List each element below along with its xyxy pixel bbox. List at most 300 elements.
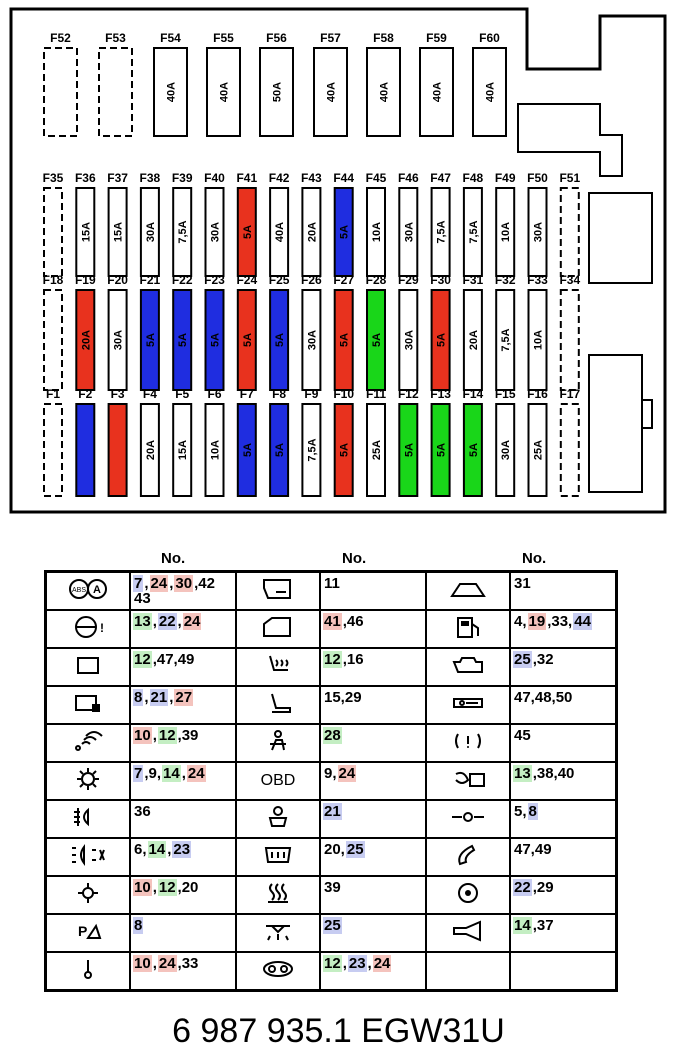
- fuse-label: F7: [239, 387, 254, 401]
- fuse-number-text: 39: [324, 879, 341, 896]
- fuse-numbers-cell: [130, 952, 236, 991]
- function-icon-cell: [46, 762, 131, 800]
- fuse-number-highlight: 25: [324, 917, 341, 934]
- fuse-label: F27: [333, 273, 355, 287]
- fuse-box-diagram: [0, 0, 677, 520]
- fuse-label: F1: [45, 387, 61, 401]
- fuse-f16: [527, 387, 548, 496]
- fuse-f28: [366, 273, 387, 390]
- fuse-f20: [107, 273, 128, 390]
- fuse-rating: 5A: [274, 332, 287, 348]
- fuse-number-text: ,46: [342, 613, 364, 630]
- infotainment-unit-icon: [68, 690, 108, 716]
- fuse-f44: [333, 171, 354, 276]
- fuse-number-highlight: 12: [158, 727, 176, 744]
- fuse-label: F53: [105, 31, 126, 45]
- fuse-rating: 40A: [218, 81, 231, 103]
- fuse-f8: [270, 387, 288, 496]
- function-icon-cell: [46, 800, 131, 838]
- fuse-number-highlight: 7: [134, 765, 143, 782]
- fuse-number-text: ,47,49: [152, 651, 195, 668]
- fuse-label: F14: [462, 387, 484, 401]
- table-row: [46, 610, 617, 648]
- fuse-number-highlight: 10: [134, 879, 151, 896]
- fuse-number-highlight: 25: [346, 841, 364, 858]
- function-icon-cell: [236, 838, 320, 876]
- fuse-label: F23: [204, 273, 225, 287]
- fuse-label: F17: [559, 387, 581, 401]
- check-engine-icon: [448, 652, 488, 678]
- fuse-number-highlight: 24: [150, 575, 168, 592]
- function-icon-cell: [426, 610, 510, 648]
- fuse-rating: 15A: [177, 439, 190, 461]
- fuse-rating: 40A: [165, 81, 178, 103]
- fuse-label: F36: [74, 171, 96, 185]
- fuse-numbers-cell: [320, 572, 426, 611]
- function-icon-cell: [236, 572, 320, 611]
- fuse-f56: [260, 31, 293, 136]
- fuse-number-text: 5,: [514, 803, 527, 820]
- function-icon-cell: [426, 572, 510, 611]
- svg-text:A: A: [93, 583, 101, 596]
- fuse-rating: 40A: [378, 81, 391, 103]
- fuse-label: F35: [42, 171, 64, 185]
- fuse-label: F43: [301, 171, 322, 185]
- fuse-f60: [473, 31, 506, 136]
- fuse-number-text: ,: [167, 841, 172, 858]
- fuse-numbers-cell: [510, 952, 617, 991]
- fuse-numbers-cell: [320, 610, 426, 648]
- fuse-rating: 5A: [467, 442, 480, 458]
- column-header-no: No.: [161, 550, 186, 567]
- key-fob-icon: [448, 690, 488, 716]
- table-row: [46, 838, 617, 876]
- fuse-label: F37: [107, 171, 128, 185]
- function-icon-cell: [46, 914, 131, 952]
- right-relay-tab: [642, 400, 652, 428]
- svg-text:P: P: [78, 922, 88, 939]
- fuse-f35: [43, 171, 64, 276]
- fuse-f42: [269, 171, 290, 276]
- fuse-label: F46: [397, 171, 419, 185]
- fuse-f21: [140, 273, 161, 390]
- fuse-f7: [238, 387, 256, 496]
- washer-wiper-icon: [448, 766, 488, 792]
- fuse-f54: [154, 31, 187, 136]
- fuse-numbers-cell: [320, 914, 426, 952]
- fuse-rating: 5A: [403, 442, 416, 458]
- fuse-number-text: 47,49: [514, 841, 552, 858]
- fuse-numbers-cell: [130, 876, 236, 914]
- fuse-label: F51: [559, 171, 581, 185]
- fuel-pump-icon: [448, 614, 488, 640]
- fuse-rating: 30A: [500, 439, 513, 461]
- table-header: [44, 546, 604, 570]
- fuse-label: F56: [266, 31, 287, 45]
- fuse-assignment-table: [44, 546, 604, 992]
- fuse-f14: [463, 387, 484, 496]
- fuse-rating: 5A: [241, 332, 254, 348]
- fuse-rating: 30A: [209, 221, 222, 243]
- fuse-f5: [173, 387, 191, 496]
- fuse-body: [561, 290, 579, 390]
- fuse-numbers-cell: [510, 572, 617, 611]
- fuse-label: F2: [78, 387, 93, 401]
- fuse-label: F42: [268, 171, 290, 185]
- horn-icon: [448, 918, 488, 944]
- fuse-f53: [99, 31, 132, 136]
- fuse-number-text: ,9,: [144, 765, 162, 782]
- fuse-rating: 15A: [112, 221, 125, 243]
- fuse-rating: 7,5A: [435, 220, 448, 244]
- fuse-f43: [301, 171, 322, 276]
- fuse-number-highlight: 22: [514, 879, 531, 896]
- fuse-f9: [302, 387, 320, 496]
- fuse-label: F18: [42, 273, 64, 287]
- fuse-f55: [207, 31, 240, 136]
- display-screen-icon: [68, 652, 108, 678]
- fuse-number-text: 43: [134, 590, 151, 607]
- fuse-numbers-cell: [320, 762, 426, 800]
- function-icon-cell: [426, 838, 510, 876]
- fuse-number-text: ,: [181, 765, 186, 782]
- fuse-body: [561, 188, 579, 276]
- fuse-number-highlight: 8: [528, 803, 537, 820]
- fuse-rating: 30A: [112, 329, 125, 351]
- fuse-f15: [495, 387, 516, 496]
- tire-pressure-icon: [448, 728, 488, 754]
- fuse-number-highlight: 28: [324, 727, 341, 744]
- fuse-label: F3: [110, 387, 125, 401]
- fuse-label: F25: [268, 273, 290, 287]
- fuse-f39: [172, 171, 193, 276]
- gauge-cluster-icon: [258, 956, 298, 982]
- fuse-label: F6: [207, 387, 222, 401]
- fuse-number-text: 15,29: [324, 689, 362, 706]
- fuse-number-highlight: 24: [187, 765, 205, 782]
- function-icon-cell: [236, 914, 320, 952]
- fuse-f51: [559, 171, 580, 276]
- obd-icon: [258, 766, 298, 792]
- fuse-number-text: ,: [144, 575, 149, 592]
- fuse-number-highlight: 22: [158, 613, 176, 630]
- fuse-number-highlight: 21: [150, 689, 168, 706]
- fuse-label: F59: [426, 31, 447, 45]
- table-row: [46, 686, 617, 724]
- column-header-no: No.: [522, 550, 547, 567]
- brake-abs-warning-icon: [68, 576, 108, 602]
- fuse-rating: 7,5A: [467, 220, 480, 244]
- driver-display-icon: [258, 804, 298, 830]
- fuse-f3: [109, 387, 127, 496]
- function-icon-cell: [46, 648, 131, 686]
- fuse-label: F15: [494, 387, 516, 401]
- function-icon-cell: [426, 648, 510, 686]
- function-icon-cell: [46, 686, 131, 724]
- fuse-number-text: ,38,40: [532, 765, 575, 782]
- fuse-number-highlight: 25: [514, 651, 531, 668]
- fuse-rating: 40A: [431, 81, 444, 103]
- headlight-parking-icon: [68, 842, 108, 868]
- obd-text: OBD: [260, 771, 296, 789]
- fuse-numbers-cell: [510, 762, 617, 800]
- fuse-number-text: 45: [514, 727, 531, 744]
- temperature-icon: [68, 956, 108, 982]
- function-icon-cell: [236, 610, 320, 648]
- function-icon-cell: [46, 572, 131, 611]
- function-icon-cell: [46, 610, 131, 648]
- fuse-label: F4: [142, 387, 157, 401]
- fuse-numbers-cell: [130, 610, 236, 648]
- function-icon-cell: [426, 876, 510, 914]
- fuse-label: F5: [175, 387, 190, 401]
- fuse-body: [44, 48, 77, 136]
- fuse-rating: 5A: [435, 442, 448, 458]
- table-row: [46, 914, 617, 952]
- function-icon-cell: [236, 686, 320, 724]
- exterior-light-icon: [68, 766, 108, 792]
- fuse-f2: [76, 387, 94, 496]
- fuse-number-highlight: 19: [528, 613, 546, 630]
- fuse-f23: [204, 273, 225, 390]
- fuse-f46: [398, 171, 419, 276]
- table-row: [46, 762, 617, 800]
- fuse-body: [561, 404, 579, 496]
- fuse-number-text: 4,: [514, 613, 527, 630]
- function-icon-cell: [426, 762, 510, 800]
- fuse-f26: [301, 273, 322, 390]
- fuse-label: F34: [559, 273, 581, 287]
- fuse-label: F31: [462, 273, 484, 287]
- fuse-f32: [495, 273, 516, 390]
- fuse-f58: [367, 31, 400, 136]
- fuse-rating: 5A: [177, 332, 190, 348]
- fuse-label: F19: [74, 273, 96, 287]
- fuse-numbers-cell: [130, 724, 236, 762]
- fuse-f25: [269, 273, 290, 390]
- fuse-number-text: ,39: [177, 727, 199, 744]
- function-icon-cell: [426, 914, 510, 952]
- steering-wheel-warning-icon: [68, 614, 108, 640]
- right-relay-block-1: [589, 193, 652, 283]
- fuse-label: F8: [272, 387, 287, 401]
- fuse-label: F41: [236, 171, 258, 185]
- svg-text:ABS: ABS: [71, 586, 87, 594]
- fuse-number-text: ,: [152, 613, 157, 630]
- fuse-number-highlight: 12: [324, 651, 341, 668]
- fuse-rating: 40A: [274, 221, 287, 243]
- fuse-number-highlight: 24: [158, 955, 176, 972]
- fuse-label: F45: [365, 171, 387, 185]
- fuse-rating: 20A: [144, 439, 157, 461]
- fuse-number-text: ,: [342, 955, 347, 972]
- fuse-number-text: 6,: [134, 841, 147, 858]
- parking-assist-icon: [68, 918, 108, 944]
- function-icon-cell: [46, 724, 131, 762]
- fuse-f30: [430, 273, 451, 390]
- fuse-label: F50: [527, 171, 548, 185]
- fuse-number-text: ,: [144, 689, 149, 706]
- fuse-numbers-cell: [510, 610, 617, 648]
- fuse-numbers-cell: [130, 800, 236, 838]
- fuse-number-text: ,33: [177, 955, 199, 972]
- trailer-hitch-icon: [448, 804, 488, 830]
- fuse-rating: 30A: [144, 221, 157, 243]
- fuse-numbers-cell: [320, 952, 426, 991]
- fuse-body: [44, 188, 62, 276]
- seat-icon: [258, 690, 298, 716]
- fuse-numbers-cell: [130, 648, 236, 686]
- fuse-label: F30: [430, 273, 451, 287]
- fuse-body: [44, 290, 62, 390]
- fuse-number-text: ,33,: [547, 613, 573, 630]
- fuse-number-highlight: 24: [338, 765, 356, 782]
- fuse-rating: 10A: [532, 329, 545, 351]
- fuse-label: F40: [204, 171, 225, 185]
- dome-light-icon: [258, 918, 298, 944]
- airbag-occupant-icon: [258, 728, 298, 754]
- heat-vent-icon: [258, 880, 298, 906]
- fuse-number-highlight: 8: [134, 917, 143, 934]
- fuse-numbers-cell: [320, 724, 426, 762]
- fuse-label: F60: [479, 31, 500, 45]
- fuse-f59: [420, 31, 453, 136]
- fuse-label: F9: [304, 387, 319, 401]
- fuse-number-highlight: 41: [324, 613, 341, 630]
- fog-light-icon: [68, 804, 108, 830]
- table-row: [46, 800, 617, 838]
- fuse-f4: [141, 387, 159, 496]
- fuse-numbers-cell: [130, 838, 236, 876]
- fuse-f29: [398, 273, 419, 390]
- fuse-number-text: ,: [177, 613, 182, 630]
- fuse-rating: 10A: [209, 439, 222, 461]
- fuse-number-text: ,: [152, 727, 157, 744]
- table-row: [46, 724, 617, 762]
- fuse-f36: [75, 171, 96, 276]
- fuse-number-text: ,37: [532, 917, 554, 934]
- fuse-number-highlight: 13: [134, 613, 151, 630]
- fuse-f41: [236, 171, 257, 276]
- fuse-rating: 30A: [306, 329, 319, 351]
- fuse-number-highlight: 30: [175, 575, 193, 592]
- fuse-number-text: ,16: [342, 651, 364, 668]
- fuse-rating: 7,5A: [177, 220, 190, 244]
- fuse-f57: [314, 31, 347, 136]
- fuse-body: [76, 404, 94, 496]
- fuse-rating: 20A: [467, 329, 480, 351]
- fuse-label: F12: [397, 387, 419, 401]
- fuse-numbers-cell: [510, 838, 617, 876]
- function-icon-cell: [236, 952, 320, 991]
- fuse-label: F21: [139, 273, 161, 287]
- fuse-rating: 5A: [209, 332, 222, 348]
- fuse-number-highlight: 21: [324, 803, 341, 820]
- fuse-number-highlight: 12: [324, 955, 341, 972]
- door-ajar-icon: [258, 576, 298, 602]
- fuse-rating: 5A: [371, 332, 383, 348]
- fuse-number-highlight: 7: [134, 575, 143, 592]
- fuse-number-text: 47,48,50: [514, 689, 573, 706]
- fuse-f11: [366, 387, 386, 496]
- fuse-rating: 30A: [403, 221, 416, 243]
- fuse-body: [109, 404, 127, 496]
- fuse-numbers-cell: [510, 648, 617, 686]
- fuse-number-highlight: 24: [183, 613, 201, 630]
- fuse-number-highlight: 12: [158, 879, 176, 896]
- fuse-label: F11: [365, 387, 387, 401]
- rain-sensor-icon: [68, 728, 108, 754]
- fuse-table-grid: [44, 570, 618, 992]
- rear-defroster-icon: [258, 842, 298, 868]
- fuse-label: F48: [462, 171, 484, 185]
- fuse-number-text: ,: [152, 955, 157, 972]
- fuse-label: F29: [397, 273, 419, 287]
- fuse-number-text: ,29: [532, 879, 554, 896]
- fuse-f12: [398, 387, 419, 496]
- fuse-f33: [527, 273, 548, 390]
- fuse-number-highlight: 14: [163, 765, 180, 782]
- table-row: [46, 952, 617, 991]
- function-icon-cell: [426, 952, 510, 991]
- fuse-label: F49: [494, 171, 516, 185]
- fuse-f38: [140, 171, 161, 276]
- fuse-numbers-cell: [130, 914, 236, 952]
- fuse-label: F20: [107, 273, 128, 287]
- fuse-numbers-cell: [320, 800, 426, 838]
- fuse-f17: [559, 387, 580, 496]
- fuse-label: F13: [430, 387, 451, 401]
- fuse-number-text: 31: [514, 575, 531, 592]
- fuse-f47: [430, 171, 451, 276]
- fuse-number-text: ,: [169, 575, 174, 592]
- fuse-label: F22: [171, 273, 193, 287]
- heated-seat-icon: [258, 652, 298, 678]
- fuse-label: F26: [301, 273, 322, 287]
- function-icon-cell: [236, 648, 320, 686]
- fuse-numbers-cell: [320, 876, 426, 914]
- table-row: [46, 876, 617, 914]
- fuse-rating: 15A: [80, 221, 93, 243]
- fuse-label: F16: [527, 387, 548, 401]
- fuse-label: F24: [236, 273, 258, 287]
- climate-fan-icon: [448, 880, 488, 906]
- empty: [448, 956, 488, 982]
- fuse-f22: [172, 273, 193, 390]
- fuse-numbers-cell: [320, 838, 426, 876]
- fuse-f34: [559, 273, 580, 390]
- function-icon-cell: [426, 724, 510, 762]
- fuse-label: F57: [320, 31, 341, 45]
- fuse-number-text: ,20: [177, 879, 199, 896]
- fuse-f19: [75, 273, 96, 390]
- fuse-number-highlight: 12: [134, 651, 151, 668]
- fuse-number-text: ,32: [532, 651, 554, 668]
- fuse-f37: [107, 171, 128, 276]
- fuse-rating: 5A: [338, 442, 351, 458]
- fuse-body: [99, 48, 132, 136]
- fuse-number-highlight: 13: [514, 765, 531, 782]
- fuse-f45: [366, 171, 387, 276]
- function-icon-cell: [236, 876, 320, 914]
- fuse-number-text: ,: [152, 879, 157, 896]
- fuse-f31: [463, 273, 484, 390]
- fuse-rating: 40A: [325, 81, 338, 103]
- fuse-number-highlight: 27: [175, 689, 193, 706]
- function-icon-cell: [426, 800, 510, 838]
- fuse-numbers-cell: [510, 800, 617, 838]
- fuse-rating: 10A: [371, 221, 383, 243]
